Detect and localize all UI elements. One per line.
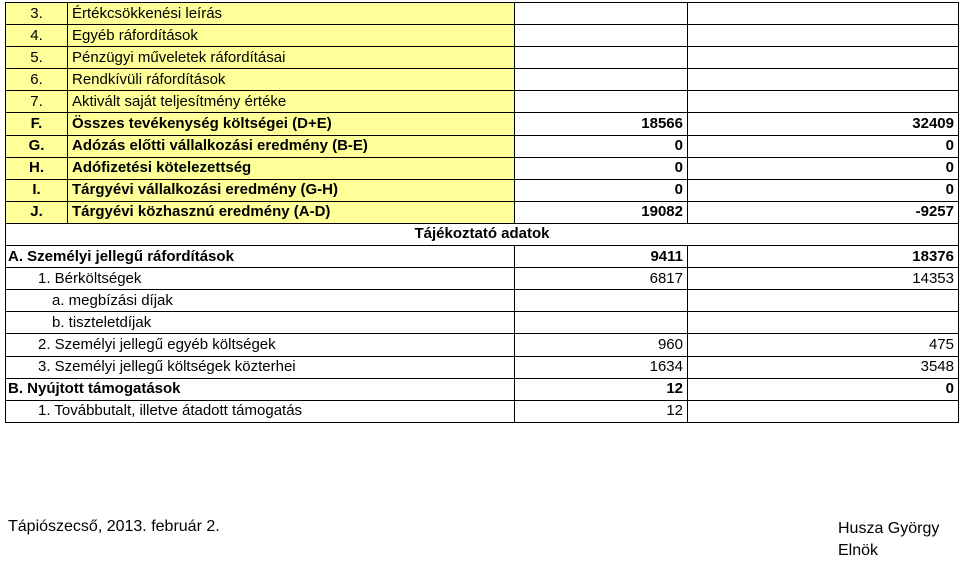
row-label: Adófizetési kötelezettség	[68, 157, 515, 179]
value-col1: 12	[515, 378, 688, 400]
value-col1: 0	[515, 179, 688, 201]
row-letter: G.	[6, 135, 68, 157]
table-row	[6, 25, 959, 47]
value-col2	[688, 290, 959, 312]
value-col2: 32409	[688, 113, 959, 135]
table-row	[6, 334, 959, 356]
info-label: 1. Bérköltségek	[6, 268, 515, 290]
row-label: Adózás előtti vállalkozási eredmény (B-E)	[68, 135, 515, 157]
value-col2: 3548	[688, 356, 959, 378]
info-label: b. tiszteletdíjak	[6, 312, 515, 334]
info-label: 3. Személyi jellegű költségek közterhei	[6, 356, 515, 378]
value-col1	[515, 47, 688, 69]
row-letter: F.	[6, 113, 68, 135]
row-number: 6.	[6, 69, 68, 91]
value-col2	[688, 91, 959, 113]
info-label: a. megbízási díjak	[6, 290, 515, 312]
value-col1: 0	[515, 135, 688, 157]
value-col2: 0	[688, 179, 959, 201]
row-label: Értékcsökkenési leírás	[68, 3, 515, 25]
value-col2	[688, 312, 959, 334]
table-row	[6, 246, 959, 268]
table-row	[6, 312, 959, 334]
value-col2: 0	[688, 135, 959, 157]
value-col1: 6817	[515, 268, 688, 290]
value-col1	[515, 290, 688, 312]
value-col1: 1634	[515, 356, 688, 378]
signer-title: Elnök	[838, 542, 879, 559]
value-col2: 18376	[688, 246, 959, 268]
value-col2	[688, 25, 959, 47]
table-row	[6, 268, 959, 290]
table-row	[6, 290, 959, 312]
row-label: Egyéb ráfordítások	[68, 25, 515, 47]
row-letter: H.	[6, 157, 68, 179]
value-col2: 0	[688, 157, 959, 179]
value-col1	[515, 91, 688, 113]
value-col2	[688, 400, 959, 422]
value-col2	[688, 3, 959, 25]
value-col1: 9411	[515, 246, 688, 268]
row-label: Rendkívüli ráfordítások	[68, 69, 515, 91]
value-col2: 475	[688, 334, 959, 356]
table-row	[6, 400, 959, 422]
row-number: 5.	[6, 47, 68, 69]
row-number: 4.	[6, 25, 68, 47]
info-label: B. Nyújtott támogatások	[6, 378, 515, 400]
table-row	[6, 201, 959, 223]
value-col1: 960	[515, 334, 688, 356]
row-letter: I.	[6, 179, 68, 201]
value-col2	[688, 69, 959, 91]
table-row	[6, 135, 959, 157]
value-col1	[515, 69, 688, 91]
value-col1	[515, 312, 688, 334]
row-label: Aktivált saját teljesítmény értéke	[68, 91, 515, 113]
value-col1	[515, 25, 688, 47]
value-col2: -9257	[688, 201, 959, 223]
signer-name: Husza György	[838, 520, 940, 537]
table-row	[6, 47, 959, 69]
info-label: A. Személyi jellegű ráfordítások	[6, 246, 515, 268]
row-label: Összes tevékenység költségei (D+E)	[68, 113, 515, 135]
table-row	[6, 157, 959, 179]
row-label: Pénzügyi műveletek ráfordításai	[68, 47, 515, 69]
signature-block	[838, 518, 939, 562]
section-title: Tájékoztató adatok	[6, 223, 959, 245]
table-row	[6, 356, 959, 378]
row-label: Tárgyévi közhasznú eredmény (A-D)	[68, 201, 515, 223]
place-date: Tápiószecső, 2013. február 2.	[8, 518, 220, 535]
table-row	[6, 69, 959, 91]
info-label: 2. Személyi jellegű egyéb költségek	[6, 334, 515, 356]
table-row	[6, 91, 959, 113]
info-label: 1. Továbbutalt, illetve átadott támogatás	[6, 400, 515, 422]
row-number: 3.	[6, 3, 68, 25]
table-row	[6, 179, 959, 201]
table-row	[6, 378, 959, 400]
value-col1: 12	[515, 400, 688, 422]
row-number: 7.	[6, 91, 68, 113]
value-col2: 0	[688, 378, 959, 400]
value-col1	[515, 3, 688, 25]
table-row	[6, 113, 959, 135]
row-label: Tárgyévi vállalkozási eredmény (G-H)	[68, 179, 515, 201]
value-col2: 14353	[688, 268, 959, 290]
value-col1: 19082	[515, 201, 688, 223]
financial-report-table	[5, 2, 959, 423]
table-row	[6, 3, 959, 25]
value-col1: 0	[515, 157, 688, 179]
value-col2	[688, 47, 959, 69]
value-col1: 18566	[515, 113, 688, 135]
row-letter: J.	[6, 201, 68, 223]
section-row	[6, 223, 959, 245]
